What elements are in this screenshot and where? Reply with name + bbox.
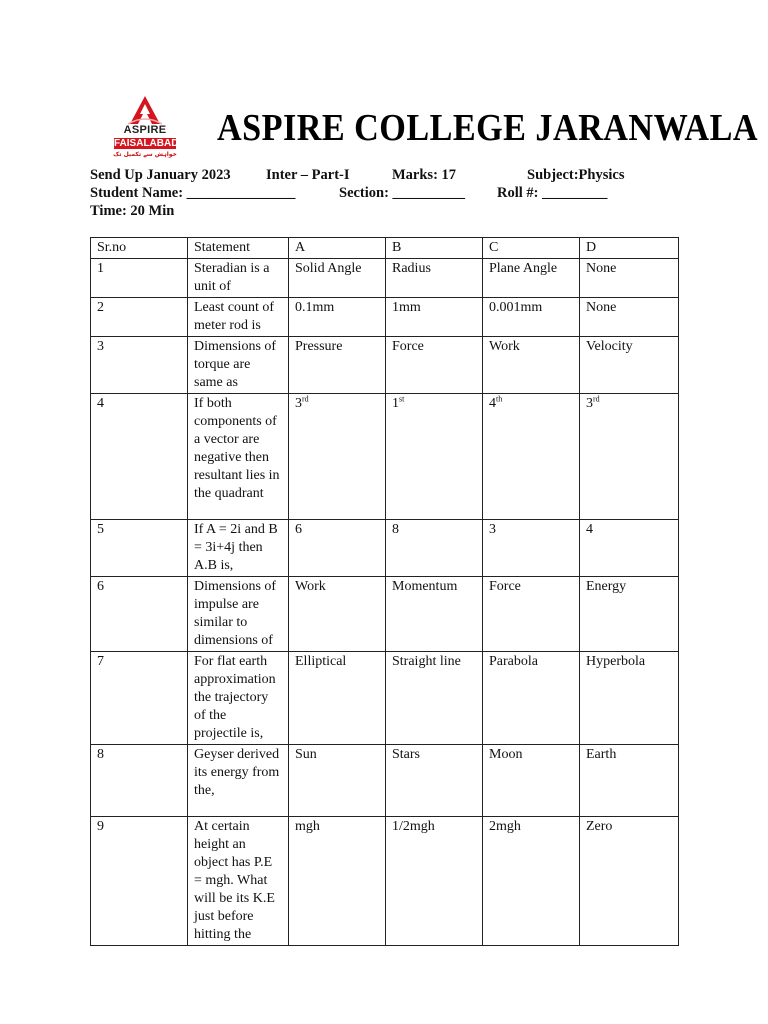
option-c: 2mgh	[483, 817, 580, 946]
option-value: 3	[295, 396, 302, 411]
row-number: 1	[91, 259, 188, 298]
option-a: Work	[289, 577, 386, 652]
option-b: Force	[386, 337, 483, 394]
option-b: Stars	[386, 745, 483, 817]
section-field: Section: __________	[339, 185, 466, 201]
option-b: 8	[386, 520, 483, 577]
option-a: Elliptical	[289, 652, 386, 745]
ordinal-suffix: th	[496, 394, 503, 404]
option-a: 0.1mm	[289, 298, 386, 337]
option-c: 3	[483, 520, 580, 577]
table-row	[91, 520, 679, 577]
header-cell: Sr.no	[91, 238, 188, 259]
logo-tagline: خواہش سے تکمیل تک	[113, 151, 177, 158]
college-title: ASPIRE COLLEGE JARANWALA	[217, 107, 758, 149]
table-row	[91, 298, 679, 337]
row-statement: If A = 2i and B = 3i+4j then A.B is,	[188, 520, 289, 577]
row-statement: At certain height an object has P.E = mgh. What will be its K.E just before hitting the	[188, 817, 289, 946]
exam-subject: Subject:Physics	[527, 167, 625, 183]
option-b	[386, 394, 483, 520]
option-d: Energy	[580, 577, 679, 652]
mcq-table	[90, 237, 679, 946]
row-number: 9	[91, 817, 188, 946]
exam-name: Send Up January 2023	[90, 167, 231, 183]
option-c: 0.001mm	[483, 298, 580, 337]
option-value: 3	[586, 396, 593, 411]
student-name-field: Student Name: _______________	[90, 185, 296, 201]
option-b: Momentum	[386, 577, 483, 652]
table-row	[91, 817, 679, 946]
option-d: None	[580, 298, 679, 337]
row-statement: If both components of a vector are negative then resultant lies in the quadrant	[188, 394, 289, 520]
option-a: Pressure	[289, 337, 386, 394]
ordinal-suffix: rd	[593, 394, 600, 404]
option-a: mgh	[289, 817, 386, 946]
option-c	[483, 394, 580, 520]
option-a: Sun	[289, 745, 386, 817]
row-statement: Least count of meter rod is	[188, 298, 289, 337]
option-d: Earth	[580, 745, 679, 817]
header-cell: Statement	[188, 238, 289, 259]
table-header-row	[91, 238, 679, 259]
row-statement: Steradian is a unit of	[188, 259, 289, 298]
option-c: Work	[483, 337, 580, 394]
option-d: Hyperbola	[580, 652, 679, 745]
row-statement: For flat earth approximation the trajectory of the projectile is,	[188, 652, 289, 745]
row-number: 2	[91, 298, 188, 337]
college-logo	[100, 94, 196, 166]
option-c: Plane Angle	[483, 259, 580, 298]
table-row	[91, 259, 679, 298]
option-c: Parabola	[483, 652, 580, 745]
option-d: 4	[580, 520, 679, 577]
table-row	[91, 652, 679, 745]
logo-city: FAISALABAD	[114, 138, 179, 149]
aspire-logo-icon	[100, 94, 190, 128]
row-number: 8	[91, 745, 188, 817]
header-cell: A	[289, 238, 386, 259]
roll-field: Roll #: _________	[497, 185, 608, 201]
option-c: Force	[483, 577, 580, 652]
option-value: 4	[489, 396, 496, 411]
ordinal-suffix: st	[399, 394, 405, 404]
exam-marks: Marks: 17	[392, 167, 457, 183]
row-number: 3	[91, 337, 188, 394]
option-a: 6	[289, 520, 386, 577]
row-statement: Dimensions of torque are same as	[188, 337, 289, 394]
option-a: Solid Angle	[289, 259, 386, 298]
row-statement: Dimensions of impulse are similar to dimensions of	[188, 577, 289, 652]
row-number: 6	[91, 577, 188, 652]
logo-word: ASPIRE	[123, 124, 167, 136]
row-number: 5	[91, 520, 188, 577]
header-cell: B	[386, 238, 483, 259]
exam-time: Time: 20 Min	[90, 203, 175, 219]
row-number: 7	[91, 652, 188, 745]
option-b: 1/2mgh	[386, 817, 483, 946]
table-row	[91, 745, 679, 817]
exam-class: Inter – Part-I	[266, 167, 350, 183]
option-b: 1mm	[386, 298, 483, 337]
header-cell: D	[580, 238, 679, 259]
option-b: Straight line	[386, 652, 483, 745]
option-c: Moon	[483, 745, 580, 817]
ordinal-suffix: rd	[302, 394, 309, 404]
table-row	[91, 394, 679, 520]
table-row	[91, 337, 679, 394]
table-row	[91, 577, 679, 652]
option-b: Radius	[386, 259, 483, 298]
option-value: 1	[392, 396, 399, 411]
option-a	[289, 394, 386, 520]
header-cell: C	[483, 238, 580, 259]
option-d: Zero	[580, 817, 679, 946]
option-d: None	[580, 259, 679, 298]
option-d	[580, 394, 679, 520]
option-d: Velocity	[580, 337, 679, 394]
row-number: 4	[91, 394, 188, 520]
row-statement: Geyser derived its energy from the,	[188, 745, 289, 817]
